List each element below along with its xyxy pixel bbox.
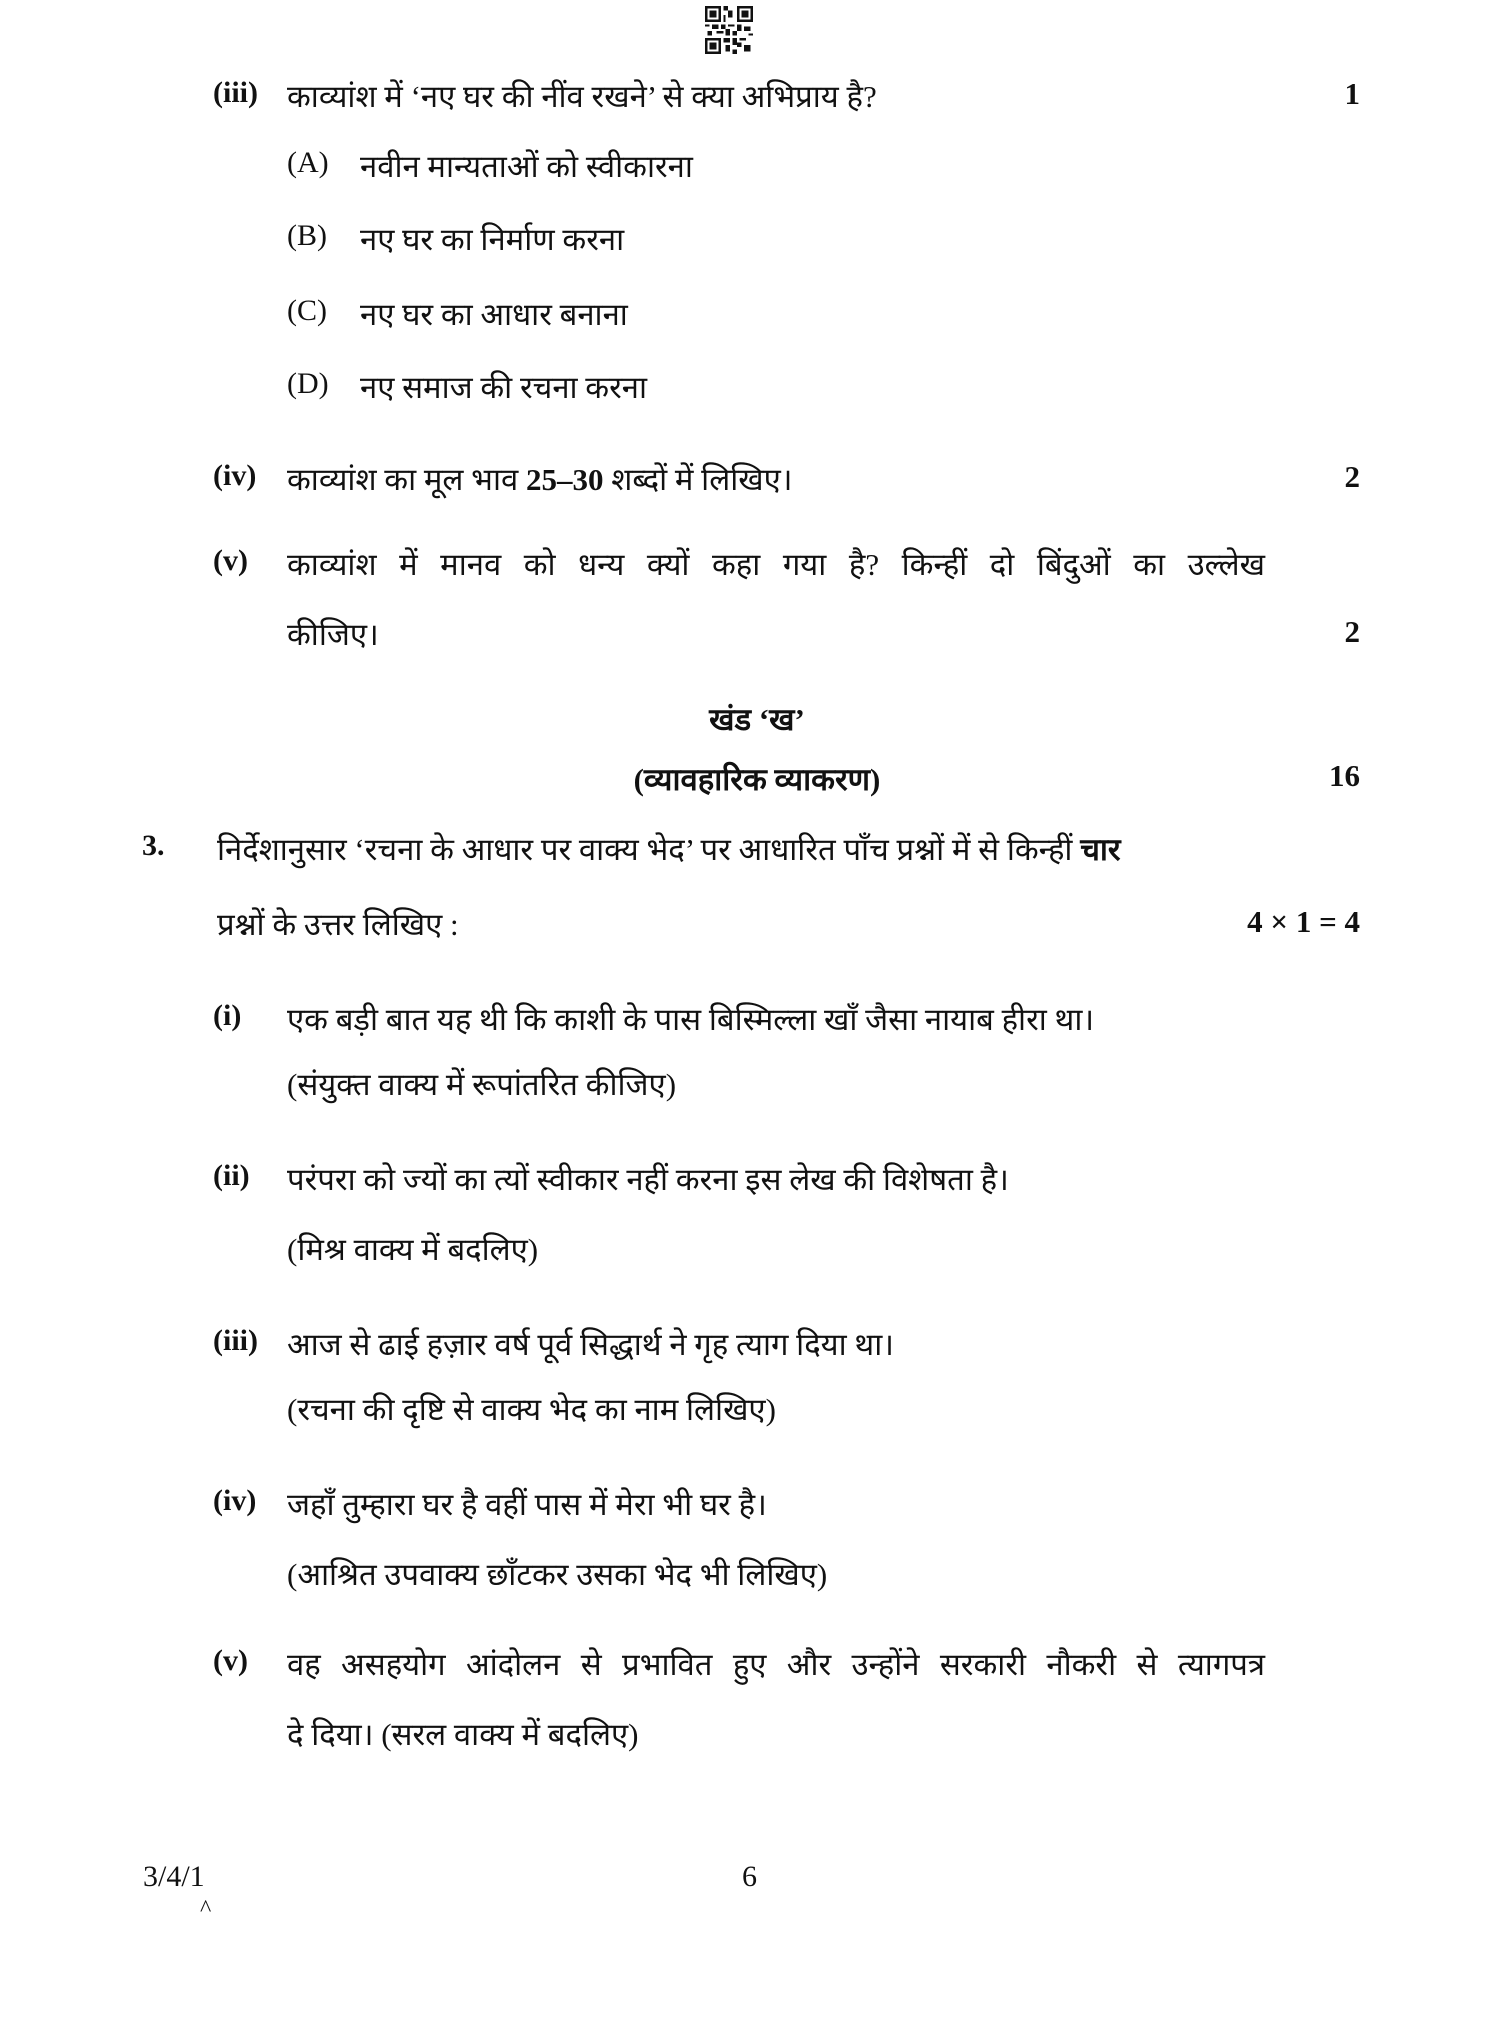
question-text: काव्यांश का मूल भाव 25–30 शब्दों में लिखिए। (287, 462, 793, 497)
subquestion-instruction: दे दिया। (सरल वाक्य में बदलिए) (287, 1717, 639, 1752)
question-number: 3. (142, 829, 165, 862)
option-label: (A) (287, 146, 329, 179)
subquestion-instruction: (आश्रित उपवाक्य छाँटकर उसका भेद भी लिखिए) (287, 1557, 828, 1592)
subquestion-label: (v) (213, 1644, 248, 1677)
question-label: (iii) (213, 76, 258, 109)
question-text: काव्यांश में ‘नए घर की नींव रखने’ से क्या अभिप्राय है? (287, 79, 877, 114)
marks: 2 (1344, 614, 1360, 649)
question-text-line2: कीजिए। (287, 617, 379, 652)
subquestion-label: (i) (213, 999, 242, 1032)
subquestion-label: (iv) (213, 1484, 257, 1517)
marks: 2 (1344, 459, 1360, 494)
question-label: (iv) (213, 459, 257, 492)
qr-code-icon (705, 6, 753, 54)
subquestion-text: एक बड़ी बात यह थी कि काशी के पास बिस्मिल्ला खाँ जैसा नायाब हीरा था। (287, 1002, 1095, 1037)
caret-mark: ^ (200, 1896, 212, 1922)
paper-code: 3/4/1 (143, 1860, 205, 1893)
option-text: नवीन मान्यताओं को स्वीकारना (360, 149, 693, 184)
option-text: नए घर का निर्माण करना (360, 222, 625, 257)
subquestion-instruction: (रचना की दृष्टि से वाक्य भेद का नाम लिखिए) (287, 1392, 776, 1427)
subquestion-label: (iii) (213, 1324, 258, 1357)
section-title: खंड ‘ख’ (709, 702, 805, 737)
subquestion-instruction: (संयुक्त वाक्य में रूपांतरित कीजिए) (287, 1067, 677, 1102)
question-text-line2: प्रश्नों के उत्तर लिखिए : (217, 907, 459, 942)
subquestion-label: (ii) (213, 1159, 250, 1192)
subquestion-text: परंपरा को ज्यों का त्यों स्वीकार नहीं करना इस लेख की विशेषता है। (287, 1162, 1009, 1197)
option-label: (B) (287, 219, 327, 252)
question-text-line1: काव्यांश में मानव को धन्य क्यों कहा गया है? किन्हीं दो बिंदुओं का उल्लेख (287, 547, 1265, 582)
marks: 1 (1344, 76, 1360, 111)
option-text: नए घर का आधार बनाना (360, 297, 628, 332)
emphasis-four: चार (1080, 832, 1121, 867)
option-label: (C) (287, 294, 327, 327)
marks: 4 × 1 = 4 (1247, 904, 1360, 939)
subquestion-instruction: (मिश्र वाक्य में बदलिए) (287, 1232, 539, 1267)
section-marks: 16 (1329, 758, 1360, 793)
subquestion-text: जहाँ तुम्हारा घर है वहीं पास में मेरा भी घर है। (287, 1487, 767, 1522)
option-text: नए समाज की रचना करना (360, 370, 648, 405)
option-label: (D) (287, 367, 329, 400)
question-text-line1: निर्देशानुसार ‘रचना के आधार पर वाक्य भेद’ पर आधारित पाँच प्रश्नों में से किन्हीं चार (217, 832, 1121, 867)
question-label: (v) (213, 544, 248, 577)
page-number: 6 (742, 1860, 757, 1893)
section-subtitle: (व्यावहारिक व्याकरण) (633, 762, 881, 797)
word-limit: 25–30 (525, 462, 604, 497)
subquestion-text: वह असहयोग आंदोलन से प्रभावित हुए और उन्होंने सरकारी नौकरी से त्यागपत्र (287, 1647, 1265, 1682)
subquestion-text: आज से ढाई हज़ार वर्ष पूर्व सिद्धार्थ ने गृह त्याग दिया था। (287, 1327, 895, 1362)
